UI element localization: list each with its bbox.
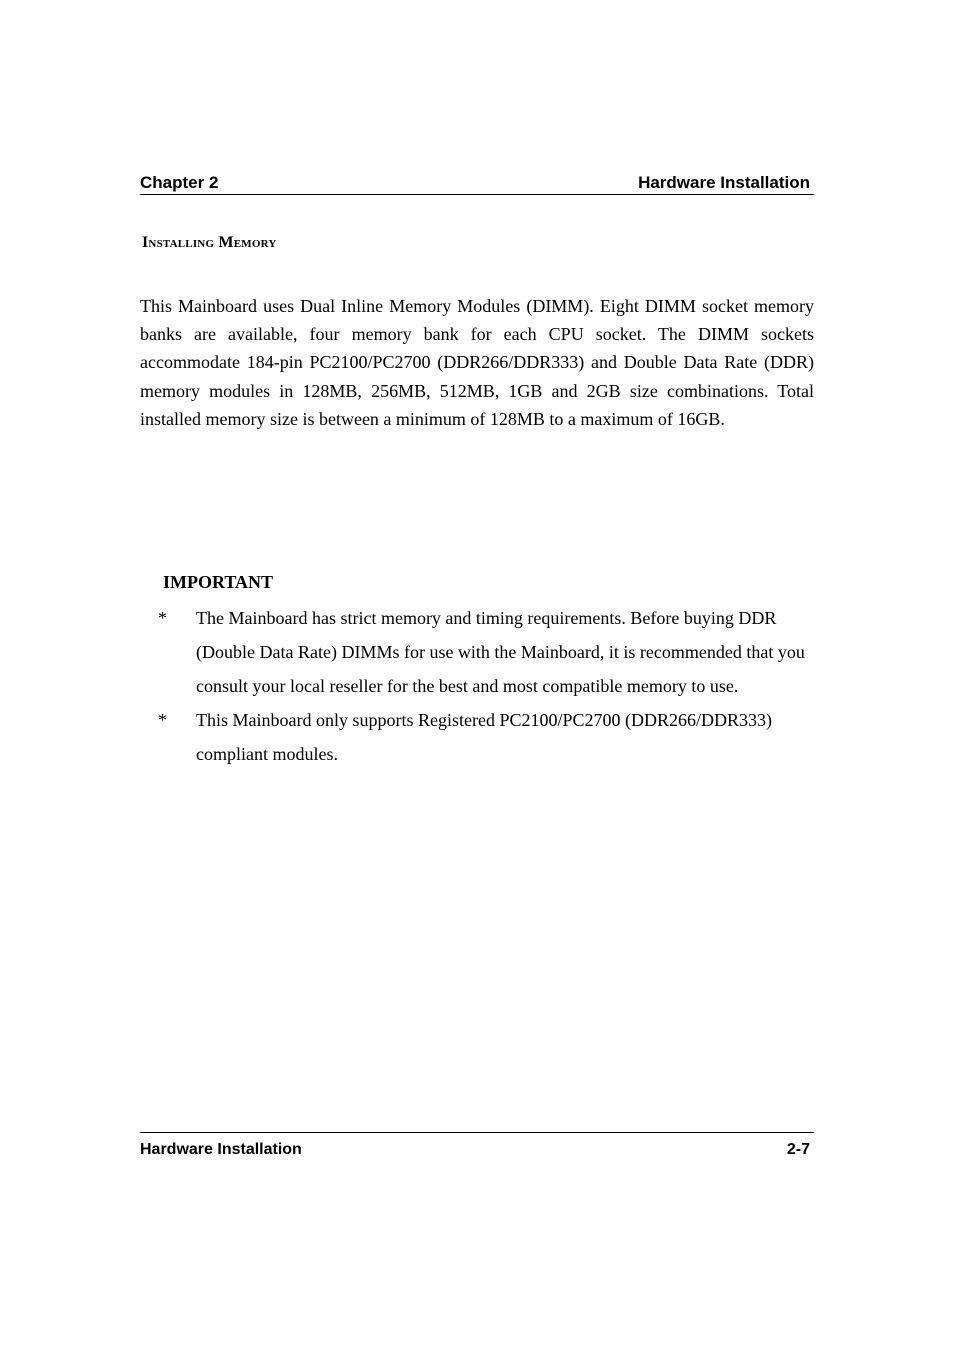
footer-title: Hardware Installation	[140, 1141, 302, 1158]
important-heading: IMPORTANT	[163, 572, 274, 592]
important-note	[158, 703, 818, 771]
body-paragraph: This Mainboard uses Dual Inline Memory Modules (DIMM). Eight DIMM socket memory banks are available, four memory bank for each CPU socket. The DIMM sockets accommodate 184-pin PC2100/PC2700 (DDR266/DDR333) and Double Data Rate (DDR) memory modules in 128MB, 256MB, 512MB, 1GB and 2GB size combinations. Total installed memory size is between a minimum of 128MB to a maximum of 16GB.	[140, 296, 814, 429]
page-number: 2-7	[786, 1141, 810, 1158]
important-note	[158, 601, 818, 703]
header-title: Hardware Installation	[638, 173, 810, 192]
page-header	[140, 173, 814, 195]
note-text: The Mainboard has strict memory and timing requirements. Before buying DDR (Double Data Rate) DIMMs for use with the Mainboard, it is recommended that you consult your local reseller for the best and most compatible memory to use.	[196, 608, 805, 696]
section-title: Installing Memory	[142, 234, 277, 251]
note-bullet: *	[158, 608, 167, 628]
note-text: This Mainboard only supports Registered PC2100/PC2700 (DDR266/DDR333) compliant modules.	[196, 710, 772, 764]
chapter-label: Chapter 2	[140, 173, 219, 192]
footer-divider	[140, 1132, 814, 1133]
note-bullet: *	[158, 710, 167, 730]
